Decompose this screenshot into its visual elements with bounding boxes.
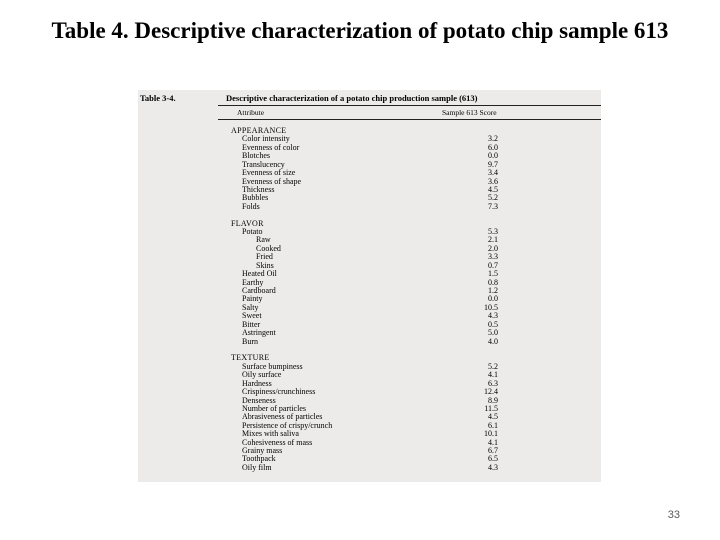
attribute-score: 4.1 (488, 437, 498, 447)
attribute-score: 5.2 (488, 361, 498, 371)
attribute-name: Painty (242, 294, 263, 304)
attribute-name: Hardness (242, 378, 272, 388)
attribute-name: Salty (242, 302, 259, 312)
attribute-score: 12.4 (484, 387, 498, 397)
attribute-score: 0.0 (488, 151, 498, 161)
table-row (138, 194, 601, 202)
table-row (138, 397, 601, 405)
table-body (138, 127, 601, 472)
attribute-score: 3.3 (488, 252, 498, 262)
table-spacer-row (138, 211, 601, 219)
attribute-name: Skins (256, 260, 274, 270)
table-row (138, 178, 601, 186)
table-row (138, 455, 601, 463)
attribute-name: Evenness of size (242, 168, 296, 178)
attribute-name: Oily surface (242, 370, 282, 380)
table-row (138, 464, 601, 472)
attribute-name: TEXTURE (231, 353, 270, 363)
attribute-score: 2.0 (488, 243, 498, 253)
slide-title: Table 4. Descriptive characterization of potato chip sample 613 (51, 18, 669, 43)
attribute-name: Color intensity (242, 134, 290, 144)
table-row (138, 430, 601, 438)
table-row (138, 439, 601, 447)
attribute-score: 0.8 (488, 277, 498, 287)
table-row (138, 388, 601, 396)
attribute-score: 5.0 (488, 328, 498, 338)
table-row (138, 295, 601, 303)
table-row (138, 405, 601, 413)
attribute-name: Bubbles (242, 193, 269, 203)
attribute-score: 5.2 (488, 193, 498, 203)
attribute-score: 7.3 (488, 201, 498, 211)
table-row (138, 161, 601, 169)
attribute-name: Folds (242, 201, 260, 211)
attribute-score: 9.7 (488, 159, 498, 169)
attribute-name: APPEARANCE (231, 126, 287, 135)
attribute-score: 6.7 (488, 446, 498, 456)
table-row (138, 447, 601, 455)
attribute-name: Cooked (256, 243, 281, 253)
attribute-name: Cohesiveness of mass (242, 437, 313, 447)
attribute-score: 0.7 (488, 260, 498, 270)
attribute-score: 1.5 (488, 269, 498, 279)
attribute-name: Grainy mass (242, 446, 283, 456)
table-spacer-row (138, 346, 601, 354)
attribute-name: Denseness (242, 395, 276, 405)
table-row (138, 363, 601, 371)
table-row (138, 245, 601, 253)
attribute-score: 4.1 (488, 370, 498, 380)
attribute-name: Earthy (242, 277, 264, 287)
attribute-name: Abrasiveness of particles (242, 412, 323, 422)
table-section-heading (138, 220, 601, 228)
attribute-name: Surface bumpiness (242, 361, 303, 371)
attribute-score: 10.5 (484, 302, 498, 312)
attribute-score: 5.3 (488, 227, 498, 237)
attribute-score: 10.1 (484, 429, 498, 439)
attribute-name: Bitter (242, 319, 261, 329)
attribute-score: 3.2 (488, 134, 498, 144)
attribute-name: Number of particles (242, 403, 306, 413)
attribute-name: Persistence of crispy/crunch (242, 420, 333, 430)
attribute-score: 6.3 (488, 378, 498, 388)
page-number: 33 (667, 509, 680, 521)
table-row (138, 236, 601, 244)
attribute-score: 2.1 (488, 235, 498, 245)
table-row (138, 413, 601, 421)
attribute-name: FLAVOR (231, 218, 264, 228)
attribute-name: Cardboard (242, 286, 276, 296)
scanned-table-image (138, 90, 601, 482)
attribute-name: Evenness of color (242, 142, 300, 152)
attribute-score: 6.1 (488, 420, 498, 430)
attribute-score: 4.5 (488, 184, 498, 194)
table-row (138, 338, 601, 346)
attribute-score: 4.5 (488, 412, 498, 422)
table-section-heading (138, 354, 601, 362)
attribute-score: 4.3 (488, 462, 498, 472)
attribute-name: Sweet (242, 311, 262, 321)
attribute-score: 3.6 (488, 176, 498, 186)
attribute-score: 0.0 (488, 294, 498, 304)
column-header-attribute: Attribute (237, 108, 265, 117)
table-row (138, 371, 601, 379)
attribute-score: 6.0 (488, 142, 498, 152)
attribute-name: Potato (242, 227, 263, 237)
attribute-name: Crispiness/crunchiness (242, 387, 316, 397)
table-section-heading (138, 127, 601, 135)
attribute-name: Toothpack (242, 454, 276, 464)
table-row (138, 203, 601, 211)
table-caption (138, 93, 601, 105)
table-row (138, 312, 601, 320)
attribute-name: Burn (242, 336, 258, 346)
table-row (138, 152, 601, 160)
table-row (138, 228, 601, 236)
table-row (138, 422, 601, 430)
table-row (138, 304, 601, 312)
attribute-score: 4.0 (488, 336, 498, 346)
attribute-name: Heated Oil (242, 269, 277, 279)
table-number: Table 3-4. (140, 93, 176, 103)
table-row (138, 144, 601, 152)
attribute-name: Translucency (242, 159, 285, 169)
attribute-name: Raw (256, 235, 271, 245)
attribute-name: Astringent (242, 328, 276, 338)
table-row (138, 279, 601, 287)
table-header-rule (218, 119, 601, 120)
attribute-score: 11.5 (484, 403, 498, 413)
table-header (138, 108, 601, 118)
attribute-score: 1.2 (488, 286, 498, 296)
attribute-name: Evenness of shape (242, 176, 302, 186)
table-row (138, 380, 601, 388)
attribute-score: 6.5 (488, 454, 498, 464)
attribute-name: Thickness (242, 184, 275, 194)
table-row (138, 169, 601, 177)
table-row (138, 329, 601, 337)
attribute-score: 4.3 (488, 311, 498, 321)
table-row (138, 287, 601, 295)
attribute-name: Blotches (242, 151, 270, 161)
column-header-score: Sample 613 Score (442, 108, 497, 117)
table-row (138, 186, 601, 194)
table-top-rule (218, 105, 601, 106)
attribute-name: Mixes with saliva (242, 429, 299, 439)
table-row (138, 262, 601, 270)
attribute-score: 0.5 (488, 319, 498, 329)
table-caption-title: Descriptive characterization of a potato chip production sample (613) (226, 93, 478, 103)
attribute-score: 3.4 (488, 168, 498, 178)
table-row (138, 135, 601, 143)
attribute-name: Oily film (242, 462, 272, 472)
table-row (138, 253, 601, 261)
attribute-score: 8.9 (488, 395, 498, 405)
table-row (138, 321, 601, 329)
table-row (138, 270, 601, 278)
attribute-name: Fried (256, 252, 273, 262)
